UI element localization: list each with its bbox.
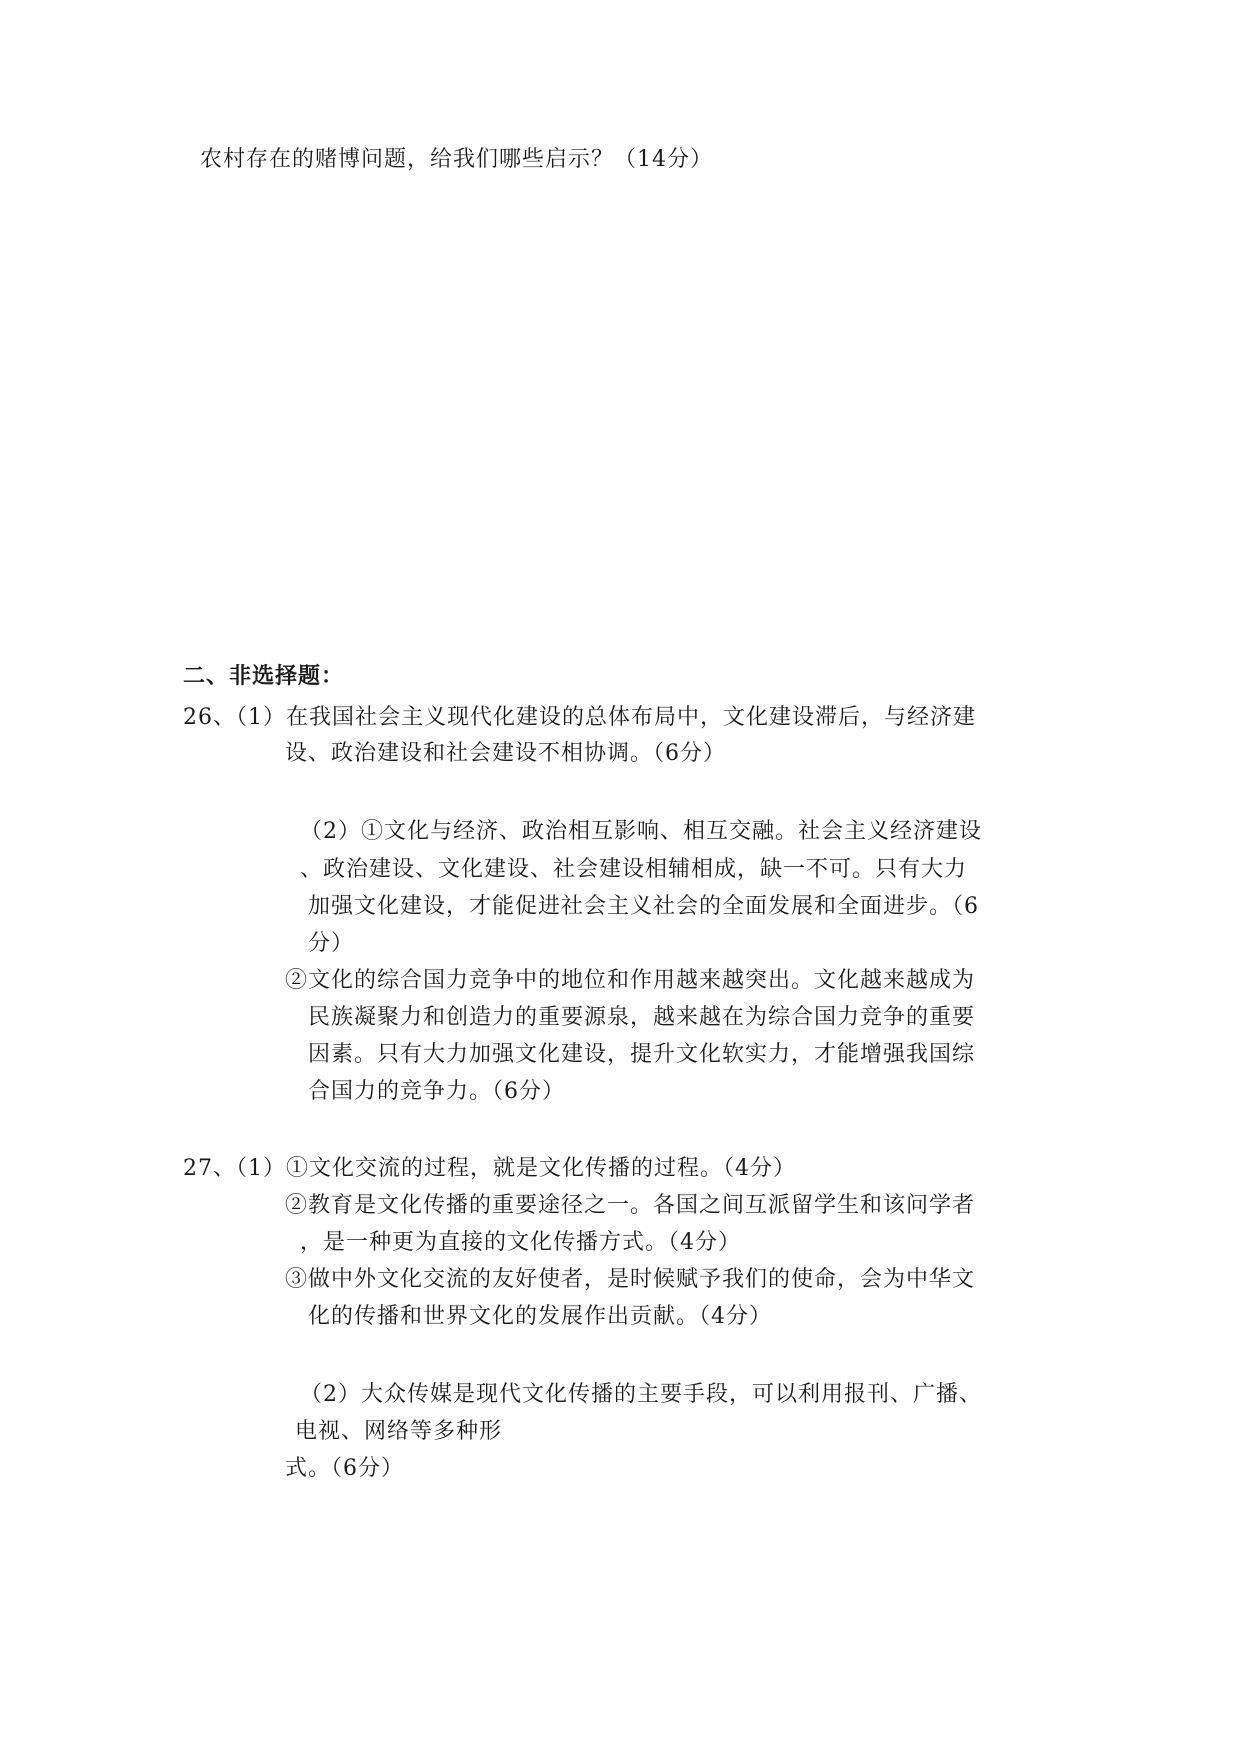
q27-part1-item3-line1: ③做中外文化交流的友好使者，是时候赋予我们的使命，会为中华文 [285, 1267, 976, 1292]
q27-part1-line1: 27、（1）①文化交流的过程，就是文化传播的过程。（4分） [183, 1156, 796, 1181]
top-question: 农村存在的赌博问题，给我们哪些启示？（14分） [200, 147, 713, 172]
q26-part2-line4: 分） [308, 931, 355, 956]
q26-part3-line3: 因素。只有大力加强文化建设，提升文化软实力，才能增强我国综 [308, 1042, 976, 1067]
q26-part3-line4: 合国力的竞争力。（6分） [308, 1079, 565, 1104]
q26-part1-line2: 设、政治建设和社会建设不相协调。（6分） [285, 741, 726, 766]
q27-part1-item3-line2: 化的传播和世界文化的发展作出贡献。（4分） [308, 1304, 772, 1329]
q26-part2-line2: 、政治建设、文化建设、社会建设相辅相成，缺一不可。只有大力 [300, 857, 968, 882]
q26-part1-line1: 26、（1）在我国社会主义现代化建设的总体布局中，文化建设滞后，与经济建 [183, 705, 976, 730]
q26-part2-line1: （2）①文化与经济、政治相互影响、相互交融。社会主义经济建设 [300, 819, 982, 844]
q27-part2-line3: 式。（6分） [285, 1456, 404, 1481]
q27-part1-item2-line1: ②教育是文化传播的重要途径之一。各国之间互派留学生和该问学者 [285, 1193, 976, 1218]
q27-part1-item2-line2: ，是一种更为直接的文化传播方式。（4分） [300, 1230, 741, 1255]
q27-part2-line2: 电视、网络等多种形 [295, 1419, 503, 1444]
q26-part3-line2: 民族凝聚力和创造力的重要源泉，越来越在为综合国力竞争的重要 [308, 1005, 976, 1030]
q27-part2-line1: （2）大众传媒是现代文化传播的主要手段，可以利用报刊、广播、 [300, 1382, 982, 1407]
section-heading: 二、非选择题： [183, 664, 345, 689]
q26-part2-line3: 加强文化建设，才能促进社会主义社会的全面发展和全面进步。（6 [308, 894, 979, 919]
q26-part3-line1: ②文化的综合国力竞争中的地位和作用越来越突出。文化越来越成为 [285, 968, 976, 993]
